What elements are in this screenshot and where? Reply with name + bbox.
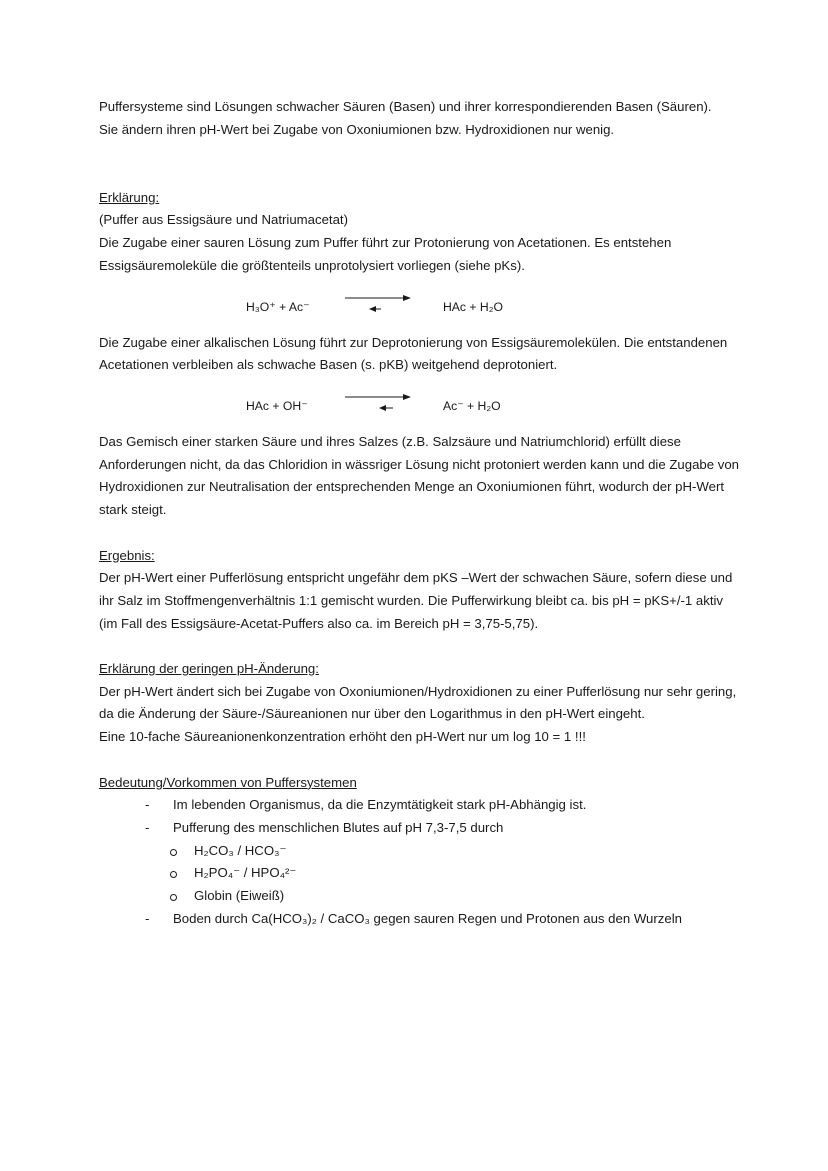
- section-heading-bedeutung: Bedeutung/Vorkommen von Puffersystemen: [99, 774, 357, 790]
- list-item: - Pufferung des menschlichen Blutes auf pH 7,3-7,5 durch: [145, 817, 739, 840]
- sublist-item: Globin (Eiweiß): [169, 885, 739, 908]
- list-item: - Boden durch Ca(HCO₃)₂ / CaCO₃ gegen sauren Regen und Protonen aus den Wurzeln: [145, 908, 739, 931]
- erklaerung-paragraph-3: Das Gemisch einer starken Säure und ihres Salzes (z.B. Salzsäure und Natriumchlorid) erfüllt diese Anforderungen nicht, da das Chloridion in wässriger Lösung nicht protoniert werden kann und die Zugabe von Hydroxidionen zur Neutralisation der entsprechenden Menge an Oxoniumionen führt, wodurch der pH-Wert stark steigt.: [99, 434, 739, 518]
- section-heading-erklaerung: Erklärung:: [99, 189, 160, 205]
- intro-paragraph: Puffersysteme sind Lösungen schwacher Säuren (Basen) und ihrer korrespondierenden Basen (Säuren).: [99, 99, 712, 114]
- equilibrium-arrow-icon: [343, 391, 413, 415]
- reaction-2-products: Ac⁻ + H₂O: [443, 399, 501, 413]
- geringe-paragraph-1: Der pH-Wert ändert sich bei Zugabe von Oxoniumionen/Hydroxidionen zu einer Pufferlösung nur sehr gering, da die Änderung der Säure-/Säureanionen nur über den Logarithmus in den pH-Wert eingeht.: [99, 683, 737, 722]
- bedeutung-list: [99, 794, 739, 839]
- reaction-equation-1: [99, 290, 739, 320]
- erklaerung-paragraph-1: Die Zugabe einer sauren Lösung zum Puffer führt zur Protonierung von Acetationen. Es entstehen Essigsäuremoleküle die größtenteils unprotolysiert vorliegen (siehe pKs).: [99, 235, 672, 273]
- sublist-item: H₂PO₄⁻ / HPO₄²⁻: [169, 862, 739, 885]
- reaction-1-educts: H₃O⁺ + Ac⁻: [246, 299, 310, 314]
- reaction-1-products: HAc + H₂O: [443, 299, 503, 314]
- erklaerung-paragraph-2: Die Zugabe einer alkalischen Lösung führt zur Deprotonierung von Essigsäuremolekülen. Die entstandenen Acetationen verbleiben als schwache Basen (s. pKB) weitgehend deprotoniert.: [99, 334, 728, 373]
- reaction-2-educts: HAc + OH⁻: [246, 399, 308, 413]
- section-heading-geringe-aenderung: Erklärung der geringen pH-Änderung:: [99, 661, 319, 676]
- ergebnis-paragraph: Der pH-Wert einer Pufferlösung entspricht ungefähr dem pKS –Wert der schwachen Säure, sofern diese und ihr Salz im Stoffmengenverhältnis 1:1 gemischt wurden. Die Pufferwirkung bleibt ca. bis pH = pKS+/-1 aktiv (im Fall des Essigsäure-Acetat-Puffers also ca. im Bereich pH = 3,75-5,75).: [99, 570, 733, 631]
- erklaerung-subtitle: (Puffer aus Essigsäure und Natriumacetat): [99, 212, 348, 228]
- intro-paragraph-2: Sie ändern ihren pH-Wert bei Zugabe von Oxoniumionen bzw. Hydroxidionen nur wenig.: [99, 121, 615, 137]
- blood-buffer-sublist: [99, 840, 739, 908]
- geringe-paragraph-2: Eine 10-fache Säureanionenkonzentration erhöht den pH-Wert nur um log 10 = 1 !!!: [99, 729, 586, 745]
- section-heading-ergebnis: Ergebnis:: [99, 547, 155, 563]
- bedeutung-list-continued: [99, 908, 739, 931]
- reaction-equation-2: [99, 389, 739, 419]
- sublist-item: H₂CO₃ / HCO₃⁻: [169, 840, 739, 863]
- equilibrium-arrow-icon: [343, 292, 413, 316]
- document-page: [99, 96, 739, 930]
- list-item: - Im lebenden Organismus, da die Enzymtätigkeit stark pH-Abhängig ist.: [145, 794, 739, 817]
